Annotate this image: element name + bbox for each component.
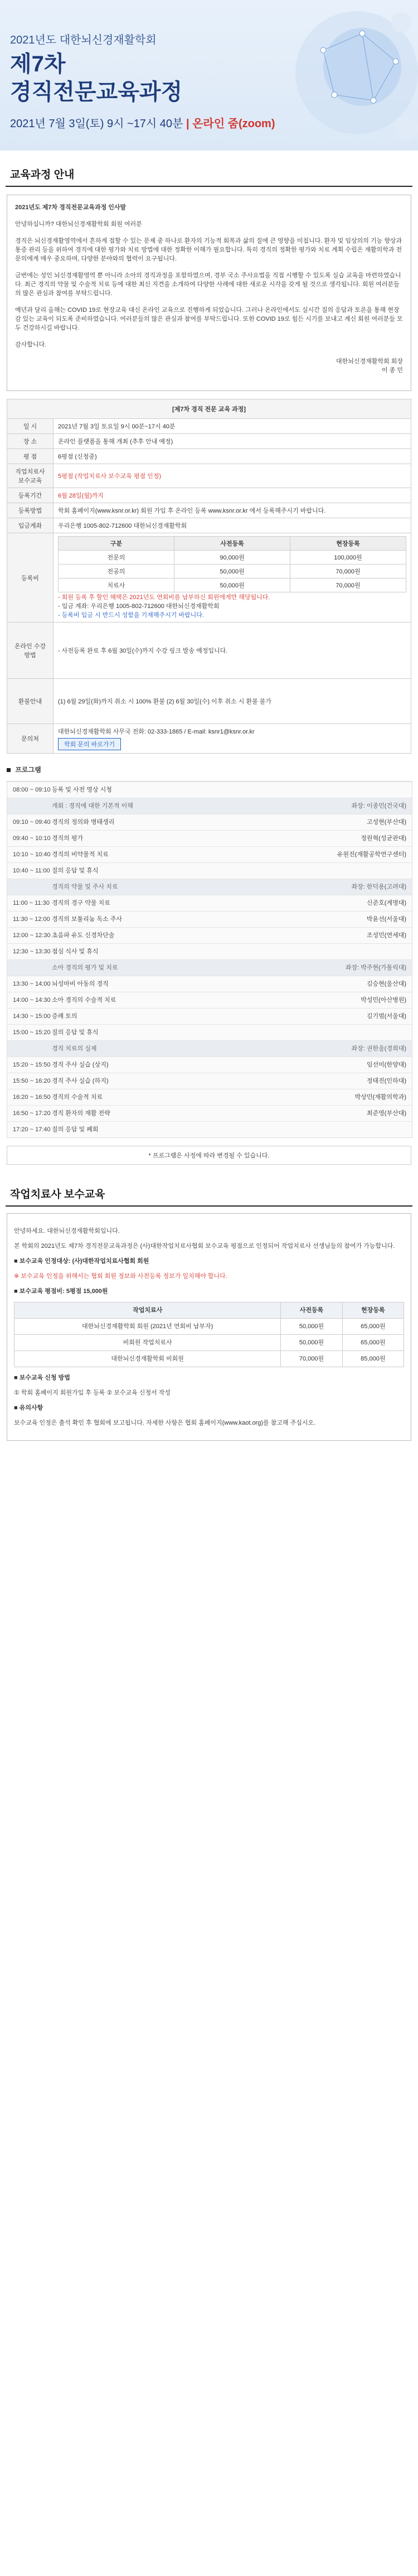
program-time: 15:50 ~ 16:20: [13, 1078, 51, 1084]
ot-method-title: ■ 보수교육 신청 방법: [14, 1374, 70, 1381]
program-title: 질의 응답 및 휴식: [52, 867, 99, 874]
program-title: 질의 응답 및 폐회: [52, 1126, 99, 1133]
fees-cell-pre: 50,000원: [174, 578, 290, 592]
program-time: 16:50 ~ 17:20: [13, 1110, 51, 1117]
program-presenter: [328, 867, 406, 875]
program-title: 경직의 수술적 치료: [52, 1094, 103, 1101]
program-presenter: 좌장: 권한울(경희대): [351, 1045, 406, 1052]
program-time: 13:30 ~ 14:00: [13, 981, 51, 987]
info-row: [7, 419, 411, 434]
info-label: 등록비: [7, 533, 54, 623]
program-row: [7, 1121, 412, 1137]
program-section-row: [7, 1040, 412, 1057]
ot-fees-row: [14, 1351, 404, 1367]
program-title: 경직 주사 실습 (하지): [52, 1078, 109, 1084]
program-title: 점심 식사 및 휴식: [52, 948, 99, 955]
section-heading-ot: 작업치료사 보수교육: [6, 1181, 412, 1207]
program-title: 경직의 비약물적 치료: [52, 851, 109, 858]
program-row: [7, 1089, 412, 1105]
brain-network-illustration: [234, 0, 418, 151]
program-title: 경직의 정의와 병태생리: [52, 819, 115, 826]
ot-fees-type: 대한뇌신경재활학회 회원 (2021년 연회비 납부자): [14, 1319, 281, 1335]
program-title: 경직 주사 실습 (상지): [52, 1062, 109, 1068]
program-title: 소아 경직의 수술적 치료: [52, 997, 116, 1004]
program-row: [7, 846, 412, 862]
ot-fees-pre: 70,000원: [281, 1351, 342, 1367]
fees-head: 현장등록: [290, 537, 406, 551]
info-value: 6평점 (신청중): [54, 449, 411, 464]
hero-subtitle: 2021년도 대한뇌신경재활학회: [10, 34, 157, 46]
hero-banner: [0, 0, 418, 151]
info-caption: [제7차 경직 전문 교육 과정]: [7, 399, 411, 419]
program-row: [7, 1073, 412, 1089]
program-presenter: 좌장: 한덕용(고려대): [351, 884, 406, 890]
program-row: [7, 1057, 412, 1073]
info-value: (1) 6월 29일(화)까지 취소 시 100% 환불 (2) 6월 30일(수) 이후 취소 시 환불 불가: [54, 679, 411, 724]
ot-intro: 안녕하세요. 대한뇌신경재활학회입니다.: [14, 1228, 120, 1234]
program-presenter: 김기범(서울대): [366, 1013, 406, 1020]
hero-title-line2: 경직전문교육과정: [10, 80, 183, 104]
program-title: 경직의 평가: [52, 835, 84, 842]
info-label: 입금계좌: [7, 518, 54, 533]
hero-date-text: 2021년 7월 3일(토) 9시 ~17시 40분: [10, 118, 183, 130]
contact-text: 대한뇌신경재활학회 사무국 전화: 02-333-1865 / E-mail: ksnr1@ksnr.or.kr: [58, 729, 255, 735]
ot-sub1-note: ※ 보수교육 인정을 위해서는 협회 회원 정보와 사전등록 정보가 일치해야 합니다.: [14, 1273, 227, 1280]
info-label: 직업치료사 보수교육: [7, 464, 54, 488]
program-time: 14:00 ~ 14:30: [13, 997, 51, 1004]
program-row: [7, 943, 412, 959]
program-presenter: 좌장: 박주현(가톨릭대): [345, 964, 406, 971]
info-value: 온라인 플랫폼을 통해 개최 (추후 안내 예정): [54, 434, 411, 449]
program-section-row: [7, 879, 412, 895]
program-title: 개회 : 경직에 대한 기본적 이해: [52, 803, 133, 809]
fees-cell-onsite: 100,000원: [290, 551, 406, 565]
program-title: 증례 토의: [52, 1013, 77, 1020]
course-info-table: [7, 399, 411, 754]
hero-mode: | 온라인 줌(zoom): [186, 118, 275, 130]
info-row: [7, 623, 411, 679]
ot-fees-onsite: 65,000원: [342, 1335, 404, 1351]
program-row: [7, 830, 412, 846]
program-presenter: 정원혁(성균관대): [361, 835, 406, 842]
program-time: 17:20 ~ 17:40: [13, 1126, 51, 1133]
fees-cell-onsite: 70,000원: [290, 578, 406, 592]
info-label: 문의처: [7, 724, 54, 754]
info-label: 평 점: [7, 449, 54, 464]
hero-title-line1: 제7차: [10, 52, 66, 76]
program-title: 초음파 유도 신경차단술: [52, 932, 115, 939]
fees-cell-onsite: 70,000원: [290, 565, 406, 578]
info-row-fees: [7, 533, 411, 623]
program-row: [7, 895, 412, 911]
ot-fees-head: 현장등록: [342, 1303, 404, 1319]
program-row: [7, 1008, 412, 1024]
program-time: [13, 964, 52, 972]
greeting-box: [7, 195, 411, 391]
greeting-signature: 대한뇌신경재활학회 회장 이 종 민: [336, 358, 403, 374]
program-presenter: 좌장: 이종민(건국대): [351, 803, 406, 809]
program-section-row: [7, 798, 412, 814]
program-time: 16:20 ~ 16:50: [13, 1094, 51, 1101]
info-label: 온라인 수강 방법: [7, 623, 54, 679]
program-time: [13, 1045, 52, 1053]
contact-cell: [54, 724, 411, 754]
program-presenter: [328, 786, 406, 794]
program-time: 15:20 ~ 15:50: [13, 1062, 51, 1068]
fees-row: [59, 565, 406, 578]
ot-notes-title: ■ 유의사항: [14, 1405, 43, 1411]
program-presenter: [328, 1126, 406, 1133]
info-row: [7, 434, 411, 449]
info-label: 등록기간: [7, 488, 54, 503]
program-time: [13, 883, 52, 891]
ot-fees-table: [14, 1302, 404, 1367]
program-heading-text: 프로그램: [15, 766, 41, 774]
program-time: 10:40 ~ 11:00: [13, 867, 50, 874]
ot-fee-title: ■ 보수교육 평점비: 5평점 15,000원: [14, 1288, 108, 1295]
program-presenter: 박성민(아산병원): [361, 997, 406, 1004]
program-time: 12:30 ~ 13:30: [13, 948, 51, 955]
square-bullet-icon: [7, 768, 11, 772]
info-value: 우리은행 1005-802-712600 대한뇌신경재활학회: [54, 518, 411, 533]
info-label: 환불안내: [7, 679, 54, 724]
info-label: 등록방법: [7, 503, 54, 518]
program-row: [7, 1024, 412, 1040]
greeting-title: 2021년도 제7차 경직전문교육과정 인사말: [15, 204, 127, 211]
ot-fees-row: [14, 1319, 404, 1335]
info-row: [7, 503, 411, 518]
program-presenter: 박윤선(서울대): [366, 916, 406, 923]
ot-notes: 보수교육 인정은 출석 확인 후 협회에 보고됩니다. 자세한 사항은 협회 홈페이지(www.kaot.org)를 참고해 주십시오.: [14, 1420, 316, 1426]
fees-cell-pre: 50,000원: [174, 565, 290, 578]
fees-note: - 회원 등록 후 할인 혜택은 2021년도 연회비를 납부하신 회원에게만 해당됩니다.: [58, 594, 270, 601]
program-row: [7, 1105, 412, 1121]
program-title: 등록 및 사전 영상 시청: [52, 787, 112, 793]
greeting-paragraph-3: 예년과 달리 올해는 COVID 19로 현장교육 대신 온라인 교육으로 진행하게 되었습니다. 그러나 온라인에서도 실시간 질의 응답과 토론을 통해 현장감 있는 교육이 되도록 준비하였습니다. 여러분들의 많은 관심과 참여를 부탁드립니다. 또한 COVID 19로 힘든 시기를 보내고 계신 회원 여러분들 모두 건강하시길 바랍니다.: [15, 307, 403, 331]
fees-row: [59, 578, 406, 592]
program-time: 10:10 ~ 10:40: [13, 851, 51, 858]
program-presenter: [328, 1029, 406, 1036]
program-title: 경직 치료의 실제: [52, 1045, 97, 1052]
ot-sub1: ■ 보수교육 인정대상: (사)대한작업치료사협회 회원: [14, 1258, 149, 1265]
ot-fees-head: 사전등록: [281, 1303, 342, 1319]
info-row: [7, 518, 411, 533]
program-time: 15:00 ~ 15:20: [13, 1029, 51, 1036]
fees-cell-pre: 90,000원: [174, 551, 290, 565]
info-label: 장 소: [7, 434, 54, 449]
program-time: 11:00 ~ 11:30: [13, 900, 50, 906]
program-title: 경직 환자의 재활 전략: [52, 1110, 110, 1117]
program-heading: [7, 765, 411, 774]
info-value: 2021년 7월 3일 토요일 9시 00분~17시 40분: [54, 419, 411, 434]
greeting-thanks: 감사합니다.: [15, 341, 47, 348]
program-section-row: [7, 959, 412, 976]
info-row: [7, 679, 411, 724]
program-schedule: [7, 781, 412, 1138]
fees-cell-type: 치료사: [59, 578, 174, 592]
program-title: 소아 경직의 평가 및 치료: [52, 964, 118, 971]
program-row: [7, 782, 412, 798]
info-value: 6월 28일(월)까지: [54, 488, 411, 503]
program-time: 09:40 ~ 10:10: [13, 835, 51, 842]
program-row: [7, 911, 412, 927]
program-presenter: 임선미(한양대): [366, 1062, 406, 1068]
program-note: * 프로그램은 사정에 따라 변경될 수 있습니다.: [7, 1146, 411, 1165]
program-presenter: 정태진(인하대): [366, 1078, 406, 1084]
fees-head: 구분: [59, 537, 174, 551]
info-row: [7, 488, 411, 503]
program-presenter: 유원진(재활공학연구센터): [337, 851, 406, 858]
program-title: 질의 응답 및 휴식: [52, 1029, 99, 1036]
ot-fees-type: 비회원 작업치료사: [14, 1335, 281, 1351]
greeting-paragraph-1: 경직은 뇌신경재활영역에서 흔하게 접할 수 있는 문제 중 하나로 환자의 기능적 회복과 삶의 질에 큰 영향을 미칩니다. 환자 및 임상의의 기능 향상과 통증 관리 등을 위하여 경직에 대한 평가와 치료 방법에 대한 정확한 이해가 필요합니다. 특히 경직의 정확한 평가와 치료 계획 수립은 재활의학과 전문의에게 매우 중요하며, 다양한 분야와의 협력이 요구됩니다.: [15, 238, 402, 262]
ot-method: ① 학회 홈페이지 회원가입 후 등록 ② 보수교육 신청서 작성: [14, 1390, 171, 1396]
fees-note: - 입금 계좌: 우리은행 1005-802-712600 대한뇌신경재활학회: [58, 603, 220, 610]
program-time: 08:00 ~ 09:10: [13, 787, 51, 793]
fees-note: - 등록비 입금 시 반드시 성함을 기재해주시기 바랍니다.: [58, 612, 204, 619]
ot-desc: 본 학회의 2021년도 제7차 경직전문교육과정은 (사)대한작업치료사협회 보수교육 평점으로 인정되어 작업치료사 선생님들의 참여가 가능합니다.: [14, 1243, 395, 1250]
info-row: [7, 464, 411, 488]
info-value: 5평점 (작업치료사 보수교육 평점 인정): [54, 464, 411, 488]
greeting-paragraph-2: 금번에는 성인 뇌신경재활영역 뿐 아니라 소아의 경직과정을 포함하였으며, 경부 국소 주사요법을 직접 시행할 수 있도록 실습 교육을 마련하였습니다. 최근 경직의 약물 및 수술적 치료 등에 대한 최신 지견을 소개하여 다양한 사례에 대한 새로운 시각을 갖게 될 것으로 생각됩니다. 회원 여러분들의 많은 관심과 참여를 부탁드립니다.: [15, 272, 401, 297]
ot-fees-pre: 50,000원: [281, 1319, 342, 1335]
program-row: [7, 992, 412, 1008]
program-row: [7, 927, 412, 943]
ot-fees-onsite: 85,000원: [342, 1351, 404, 1367]
program-presenter: 김승현(울산대): [366, 981, 406, 987]
hero-title: [10, 50, 182, 106]
program-title: 경직의 약물 및 주사 치료: [52, 884, 118, 890]
program-row: [7, 814, 412, 830]
info-row: [7, 449, 411, 464]
program-presenter: 최준영(부산대): [366, 1110, 406, 1117]
info-value: 학회 홈페이지(www.ksnr.or.kr) 회원 가입 후 온라인 등록 www.ksnr.or.kr 에서 등록해주시기 바랍니다.: [54, 503, 411, 518]
program-title: 경직의 보툴리눔 독소 주사: [52, 916, 123, 923]
info-label: 일 시: [7, 419, 54, 434]
info-value: - 사전등록 완료 후 6월 30일(수)까지 수강 링크 발송 예정입니다.: [54, 623, 411, 679]
program-presenter: 고성현(부산대): [366, 819, 406, 826]
ot-fees-type: 대한뇌신경재활학회 비회원: [14, 1351, 281, 1367]
info-row: [7, 724, 411, 754]
ot-fees-pre: 50,000원: [281, 1335, 342, 1351]
program-presenter: [328, 948, 406, 956]
fees-cell-type: 전문의: [59, 551, 174, 565]
program-title: 경직의 경구 약물 치료: [52, 900, 110, 906]
contact-button[interactable]: 학회 문의 바로가기: [58, 738, 121, 750]
ot-fees-onsite: 65,000원: [342, 1319, 404, 1335]
fees-table: [58, 536, 406, 592]
program-row: [7, 862, 412, 879]
program-time: 09:10 ~ 09:40: [13, 819, 51, 826]
ot-info-box: [7, 1213, 411, 1441]
fees-cell: [54, 533, 411, 623]
greeting-line: 안녕하십니까? 대한뇌신경재활학회 회원 여러분: [15, 221, 142, 228]
program-time: 14:30 ~ 15:00: [13, 1013, 51, 1020]
program-presenter: 신준호(계명대): [366, 900, 406, 906]
ot-fees-head: 작업치료사: [14, 1303, 281, 1319]
fees-row: [59, 551, 406, 565]
program-title: 뇌성마비 아동의 경직: [52, 981, 109, 987]
program-time: [13, 802, 52, 810]
ot-fees-row: [14, 1335, 404, 1351]
fees-cell-type: 전공의: [59, 565, 174, 578]
fees-head: 사전등록: [174, 537, 290, 551]
program-row: [7, 976, 412, 992]
program-time: 11:30 ~ 12:00: [13, 916, 50, 923]
program-presenter: 박상민(재활의학과): [354, 1094, 406, 1101]
program-time: 12:00 ~ 12:30: [13, 932, 51, 939]
program-presenter: 조성민(연세대): [366, 932, 406, 939]
section-heading-course: 교육과정 안내: [6, 162, 412, 187]
